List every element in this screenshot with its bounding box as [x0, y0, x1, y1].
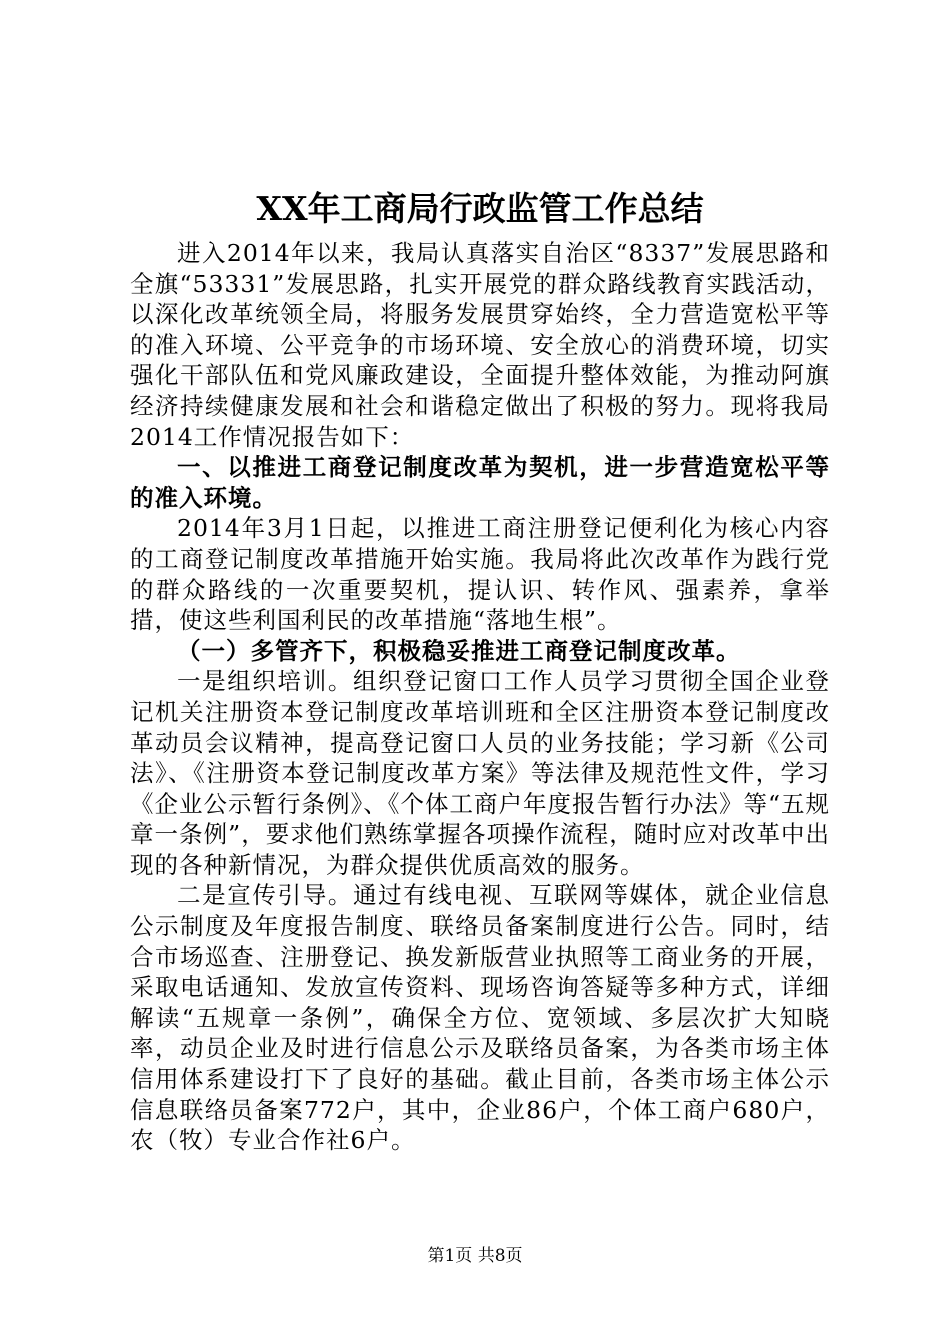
- section-heading-1: 一、以推进工商登记制度改革为契机，进一步营造宽松平等的准入环境。: [130, 453, 830, 512]
- subsection-heading-1: （一）多管齐下，积极稳妥推进工商登记制度改革。: [177, 636, 741, 665]
- document-title: XX年工商局行政监管工作总结: [256, 189, 704, 228]
- publicity-paragraph: 二是宣传引导。通过有线电视、互联网等媒体，就企业信息公示制度及年度报告制度、联络员备案制度进行公告。同时，结合市场巡查、注册登记、换发新版营业执照等工商业务的开展，采取电话通知、发放宣传资料、现场咨询答疑等多种方式，详细解读“五规章一条例”，确保全方位、宽领域、多层次扩大知晓率，动员企业及时进行信息公示及联络员备案，为各类市场主体信用体系建设打下了良好的基础。截止目前，各类市场主体公示信息联络员备案772户，其中，企业86户，个体工商户680户，农（牧）专业合作社6户。: [130, 881, 830, 1155]
- section-1-paragraph: 2014年3月1日起，以推进工商注册登记便利化为核心内容的工商登记制度改革措施开始实施。我局将此次改革作为践行党的群众路线的一次重要契机，提认识、转作风、强素养，拿举措，使这些利国利民的改革措施“落地生根”。: [130, 514, 830, 635]
- document-body: [130, 180, 830, 1156]
- page-number-footer: 第1页 共8页: [427, 1246, 523, 1266]
- intro-paragraph: 进入2014年以来，我局认真落实自治区“8337”发展思路和全旗“53331”发展思路，扎实开展党的群众路线教育实践活动，以深化改革统领全局，将服务发展贯穿始终，全力营造宽松平等的准入环境、公平竞争的市场环境、安全放心的消费环境，切实强化干部队伍和党风廉政建设，全面提升整体效能，为推动阿旗经济持续健康发展和社会和谐稳定做出了积极的努力。现将我局2014工作情况报告如下：: [130, 239, 830, 451]
- training-paragraph: 一是组织培训。组织登记窗口工作人员学习贯彻全国企业登记机关注册资本登记制度改革培训班和全区注册资本登记制度改革动员会议精神，提高登记窗口人员的业务技能；学习新《公司法》、《注册资本登记制度改革方案》等法律及规范性文件，学习《企业公示暂行条例》、《个体工商户年度报告暂行办法》等“五规章一条例”，要求他们熟练掌握各项操作流程，随时应对改革中出现的各种新情况，为群众提供优质高效的服务。: [130, 667, 831, 879]
